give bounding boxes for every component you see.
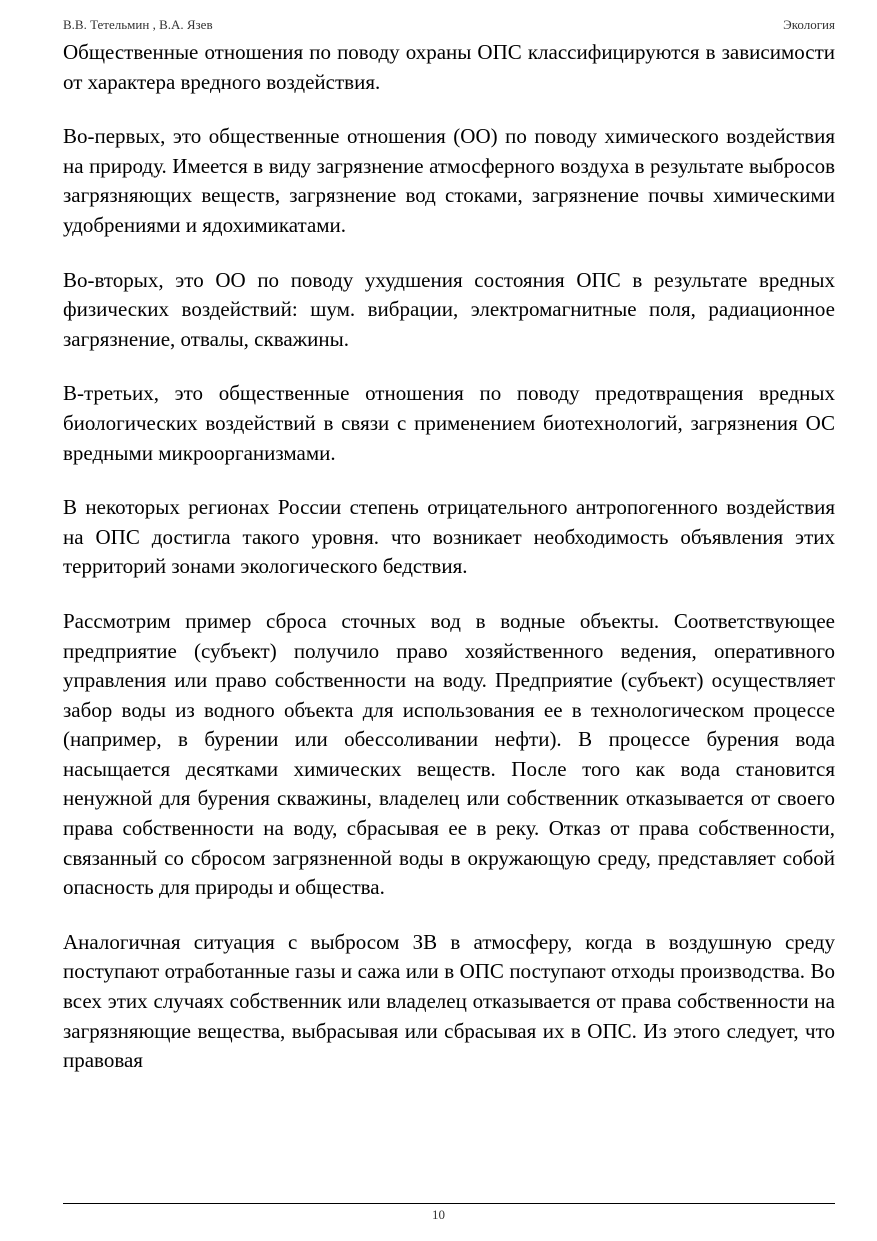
header-subject: Экология [783, 17, 835, 32]
paragraph: В-третьих, это общественные отношения по поводу предотвращения вредных биологических воздействий в связи с применением биотехнологий, загрязнения ОС вредными микроорганизмами. [63, 381, 835, 465]
paragraph: Во-первых, это общественные отношения (ОО) по поводу химического воздействия на природу. Имеется в виду загрязнение атмосферного воздуха в результате выбросов загрязняющих веществ, загрязнение вод стоками, загрязнение почвы химическими удобрениями и ядохимикатами. [63, 124, 835, 237]
paragraph: В некоторых регионах России степень отрицательного антропогенного воздействия на ОПС достигла такого уровня. что возникает необходимость объявления этих территорий зонами экологического бедствия. [63, 495, 835, 579]
header-authors: В.В. Тетельмин , В.А. Язев [63, 17, 213, 32]
body-text [63, 38, 835, 1101]
paragraph: Аналогичная ситуация с выбросом ЗВ в атмосферу, когда в воздушную среду поступают отработанные газы и сажа или в ОПС поступают отходы производства. Во всех этих случаях собственник или владелец отказывается от права собственности на загрязняющие вещества, выбрасывая или сбрасывая их в ОПС. Из этого следует, что правовая [63, 929, 835, 1073]
running-header [63, 16, 835, 34]
page-number: 10 [432, 1207, 445, 1222]
paragraph: Общественные отношения по поводу охраны ОПС классифицируются в зависимости от характера вредного воздействия. [63, 40, 835, 94]
footer-divider [63, 1203, 835, 1204]
paragraph: Во-вторых, это ОО по поводу ухудшения состояния ОПС в результате вредных физических воздействий: шум. вибрации, электромагнитные поля, радиационное загрязнение, отвалы, скважины. [63, 267, 835, 351]
paragraph: Рассмотрим пример сброса сточных вод в водные объекты. Соответствующее предприятие (субъект) получило право хозяйственного ведения, оперативного управления или право собственности на воду. Предприятие (субъект) осуществляет забор воды из водного объекта для использования ее в технологическом процессе (например, в бурении или обессоливании нефти). В процессе бурения вода насыщается десятками химических веществ. После того как вода становится ненужной для бурения скважины, владелец или собственник отказывается от своего права собственности на воду, сбрасывая ее в реку. Отказ от права собственности, связанный со сбросом загрязненной воды в окружающую среду, представляет собой опасность для природы и общества. [63, 608, 835, 900]
